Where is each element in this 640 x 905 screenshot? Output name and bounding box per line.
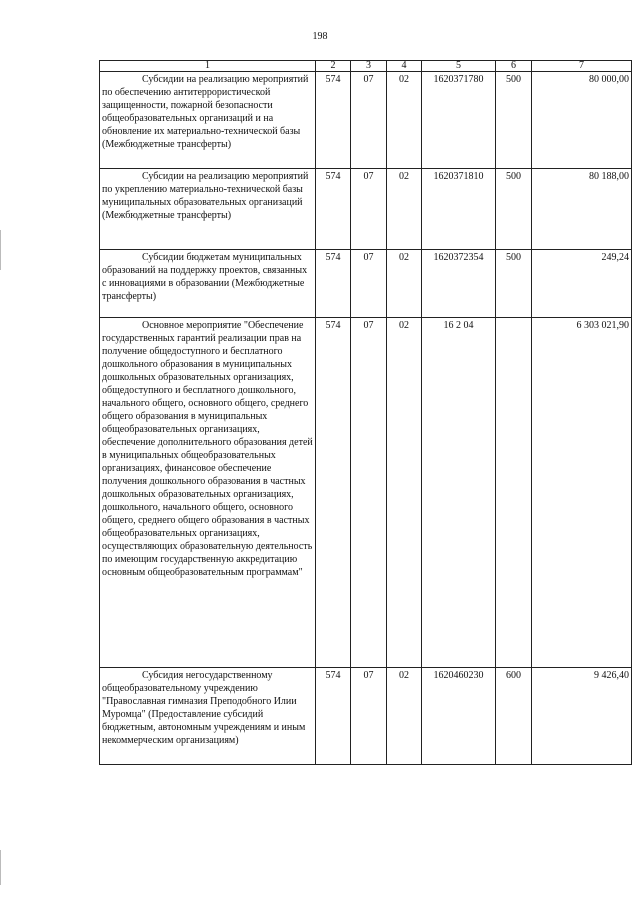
cell-expense-type [496, 318, 532, 668]
row-description: Субсидии на реализацию мероприятий по укреплению материально-технической базы муниципальных образовательных организаций (Межбюджетные трансферты) [100, 169, 316, 250]
cell-section: 07 [351, 668, 387, 765]
table-row [100, 72, 632, 169]
cell-subsection: 02 [387, 318, 422, 668]
cell-expense-type: 500 [496, 72, 532, 169]
scan-edge-mark [0, 230, 1, 270]
column-header: 1 [100, 61, 316, 72]
row-description: Субсидии бюджетам муниципальных образований на поддержку проектов, связанных с инновациями в образовании (Межбюджетные трансферты) [100, 250, 316, 318]
cell-amount: 6 303 021,90 [532, 318, 632, 668]
cell-section: 07 [351, 72, 387, 169]
column-header: 7 [532, 61, 632, 72]
row-description: Основное мероприятие "Обеспечение государственных гарантий реализации прав на получение общедоступного и бесплатного дошкольного образования в муниципальных дошкольных образовательных организациях, общедоступного и бесплатного дошкольного, начального общего, основного общего, среднего общего образования в муниципальных общеобразовательных организациях, обеспечение дополнительного образования детей в муниципальных общеобразовательных организациях, финансовое обеспечение получения дошкольного образования в частных дошкольных образовательных организациях, дошкольного, начального общего, основного общего, среднего общего образования в частных общеобразовательных организациях, осуществляющих образовательную деятельность по имеющим государственную аккредитацию основным общеобразовательным программам" [100, 318, 316, 668]
cell-expense-type: 500 [496, 250, 532, 318]
column-header: 4 [387, 61, 422, 72]
cell-subsection: 02 [387, 250, 422, 318]
cell-target-article: 16 2 04 [422, 318, 496, 668]
cell-target-article: 1620460230 [422, 668, 496, 765]
row-description: Субсидия негосударственному общеобразовательному учреждению "Православная гимназия Преподобного Илии Муромца" (Предоставление субсидий бюджетным, автономным учреждениям и иным некоммерческим организациям) [100, 668, 316, 765]
cell-target-article: 1620371810 [422, 169, 496, 250]
column-header: 5 [422, 61, 496, 72]
cell-target-article: 1620371780 [422, 72, 496, 169]
row-description: Субсидии на реализацию мероприятий по обеспечению антитеррористической защищенности, пожарной безопасности общеобразовательных организаций и на обновление их материально-технической базы (Межбюджетные трансферты) [100, 72, 316, 169]
cell-amount: 9 426,40 [532, 668, 632, 765]
page-number: 198 [312, 31, 328, 42]
column-header: 2 [316, 61, 351, 72]
cell-amount: 80 188,00 [532, 169, 632, 250]
scan-edge-mark [0, 850, 1, 885]
cell-amount: 249,24 [532, 250, 632, 318]
cell-code: 574 [316, 318, 351, 668]
table-row [100, 169, 632, 250]
cell-subsection: 02 [387, 169, 422, 250]
cell-code: 574 [316, 250, 351, 318]
cell-code: 574 [316, 668, 351, 765]
cell-amount: 80 000,00 [532, 72, 632, 169]
budget-table [99, 60, 632, 765]
table-header-row [100, 61, 632, 72]
table-row [100, 668, 632, 765]
cell-section: 07 [351, 169, 387, 250]
table-row [100, 250, 632, 318]
cell-section: 07 [351, 318, 387, 668]
table-row [100, 318, 632, 668]
cell-section: 07 [351, 250, 387, 318]
cell-subsection: 02 [387, 72, 422, 169]
cell-expense-type: 600 [496, 668, 532, 765]
cell-code: 574 [316, 169, 351, 250]
cell-subsection: 02 [387, 668, 422, 765]
cell-target-article: 1620372354 [422, 250, 496, 318]
cell-code: 574 [316, 72, 351, 169]
cell-expense-type: 500 [496, 169, 532, 250]
column-header: 3 [351, 61, 387, 72]
column-header: 6 [496, 61, 532, 72]
